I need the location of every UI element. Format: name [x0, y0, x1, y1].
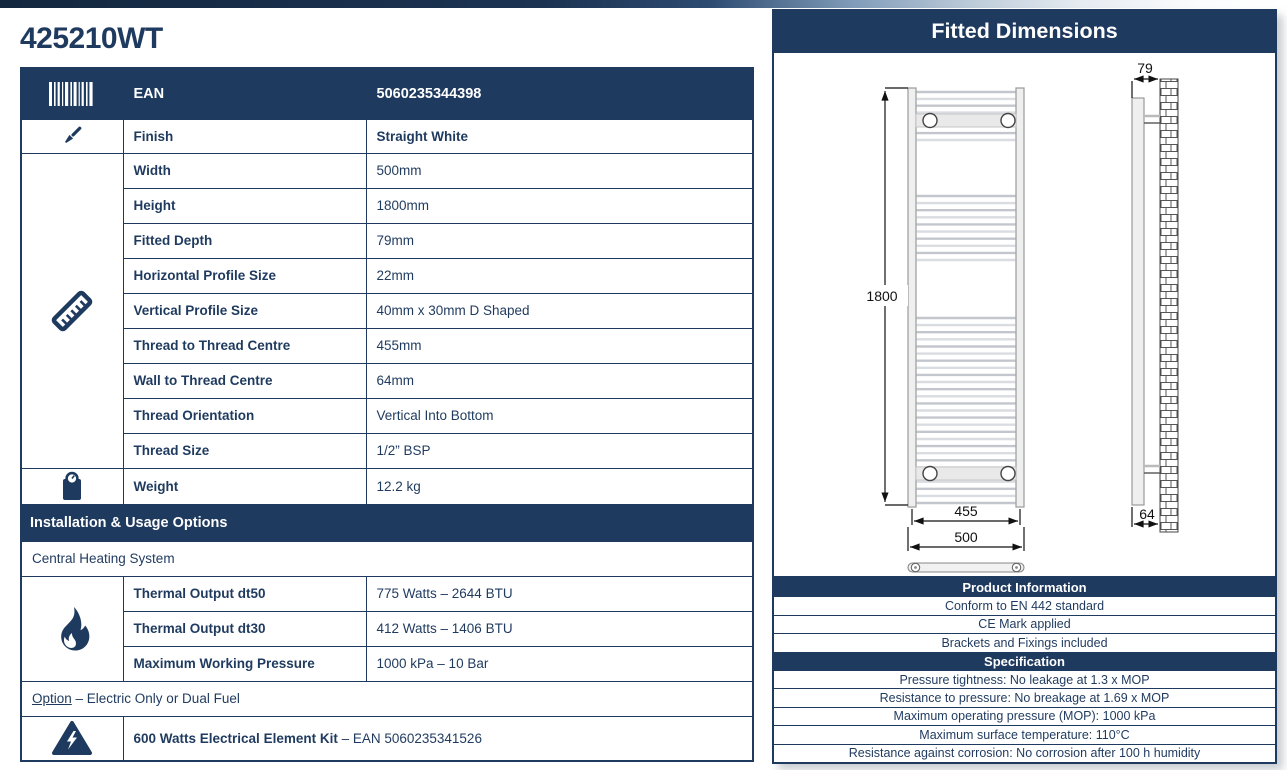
underlined-text: Option [32, 691, 72, 706]
table-row [21, 188, 753, 223]
table-row [21, 681, 753, 716]
dim-label-wall-to-thread: 64 [1139, 506, 1155, 522]
kit-ean: – EAN 5060235341526 [337, 730, 482, 746]
electric-warning-icon [51, 720, 93, 756]
row-value: 64mm [366, 363, 753, 398]
row-label: Height [123, 188, 366, 223]
row-value: 455mm [366, 328, 753, 363]
radiator-diagram-svg [774, 53, 1275, 574]
row-value: 1800mm [366, 188, 753, 223]
table-row [21, 398, 753, 433]
table-row [21, 68, 753, 119]
info-row: CE Mark applied [774, 615, 1275, 633]
product-information-table [772, 578, 1277, 764]
table-row [21, 611, 753, 646]
full-width-row-text: Central Heating System [21, 541, 753, 576]
icon-cell [21, 716, 123, 761]
row-label: EAN [123, 68, 366, 119]
info-section-header: Product Information [774, 578, 1275, 596]
icon-cell [21, 68, 123, 119]
row-label: Horizontal Profile Size [123, 258, 366, 293]
row-value: 412 Watts – 1406 BTU [366, 611, 753, 646]
table-row [21, 716, 753, 761]
barcode-icon [49, 82, 95, 106]
dim-label-height: 1800 [866, 288, 898, 304]
dim-label-thread-centres: 455 [954, 503, 978, 519]
table-row [21, 433, 753, 468]
row-label: Maximum Working Pressure [123, 646, 366, 681]
section-header: Installation & Usage Options [21, 504, 753, 541]
table-row [21, 646, 753, 681]
weight-scale-icon [58, 470, 86, 502]
row-value: Vertical Into Bottom [366, 398, 753, 433]
row-label: Thermal Output dt50 [123, 576, 366, 611]
row-value: 775 Watts – 2644 BTU [366, 576, 753, 611]
fitted-dimensions-title: Fitted Dimensions [772, 9, 1277, 53]
top-gradient-bar [0, 0, 1287, 8]
full-width-row-text [21, 681, 753, 716]
paintbrush-icon [58, 122, 86, 150]
dimension-fitted-depth [1132, 79, 1158, 98]
icon-cell [21, 153, 123, 468]
radiator-side-view [1132, 79, 1178, 532]
info-section-header: Specification [774, 652, 1275, 670]
row-value: 1000 kPa – 10 Bar [366, 646, 753, 681]
row-label: Width [123, 153, 366, 188]
icon-cell [21, 119, 123, 153]
row-value: 5060235344398 [366, 68, 753, 119]
row-label: Wall to Thread Centre [123, 363, 366, 398]
dim-label-fitted-depth: 79 [1137, 60, 1153, 76]
row-value: 79mm [366, 223, 753, 258]
row-label: Weight [123, 468, 366, 504]
row-value: Straight White [366, 119, 753, 153]
kit-row-text [123, 716, 753, 761]
table-row [21, 576, 753, 611]
radiator-front-view [908, 88, 1024, 507]
icon-cell [21, 576, 123, 681]
flame-icon [52, 605, 92, 653]
product-code-title: 425210WT [20, 22, 163, 55]
table-row [21, 119, 753, 153]
table-row [21, 293, 753, 328]
row-value: 22mm [366, 258, 753, 293]
fitted-dimensions-panel [772, 9, 1277, 764]
info-row: Maximum operating pressure (MOP): 1000 kPa [774, 707, 1275, 725]
table-row [21, 504, 753, 541]
row-value: 12.2 kg [366, 468, 753, 504]
row-label: Thread Size [123, 433, 366, 468]
table-row [21, 153, 753, 188]
info-row: Maximum surface temperature: 110°C [774, 725, 1275, 743]
row-label: Vertical Profile Size [123, 293, 366, 328]
info-row: Conform to EN 442 standard [774, 596, 1275, 614]
ruler-icon [46, 285, 98, 337]
table-row [21, 258, 753, 293]
table-row [21, 363, 753, 398]
table-row [21, 328, 753, 363]
wall-bricks [1160, 79, 1178, 532]
row-value: 500mm [366, 153, 753, 188]
row-value: 1/2” BSP [366, 433, 753, 468]
info-row: Resistance against corrosion: No corrosion after 100 h humidity [774, 744, 1275, 762]
row-label: Thread to Thread Centre [123, 328, 366, 363]
kit-name: 600 Watts Electrical Element Kit [133, 730, 338, 746]
table-row [21, 541, 753, 576]
info-row: Brackets and Fixings included [774, 633, 1275, 651]
row-label: Thermal Output dt30 [123, 611, 366, 646]
table-row [21, 223, 753, 258]
info-row: Resistance to pressure: No breakage at 1.69 x MOP [774, 688, 1275, 706]
spec-table-body [21, 68, 753, 761]
row-label: Thread Orientation [123, 398, 366, 433]
icon-cell [21, 468, 123, 504]
radiator-top-view [908, 563, 1024, 572]
table-row [21, 468, 753, 504]
dim-label-width: 500 [954, 529, 978, 545]
row-text: – Electric Only or Dual Fuel [71, 691, 240, 706]
spec-table [20, 67, 754, 762]
row-label: Fitted Depth [123, 223, 366, 258]
info-row: Pressure tightness: No leakage at 1.3 x MOP [774, 670, 1275, 688]
row-value: 40mm x 30mm D Shaped [366, 293, 753, 328]
dimension-diagram [772, 53, 1277, 578]
row-label: Finish [123, 119, 366, 153]
